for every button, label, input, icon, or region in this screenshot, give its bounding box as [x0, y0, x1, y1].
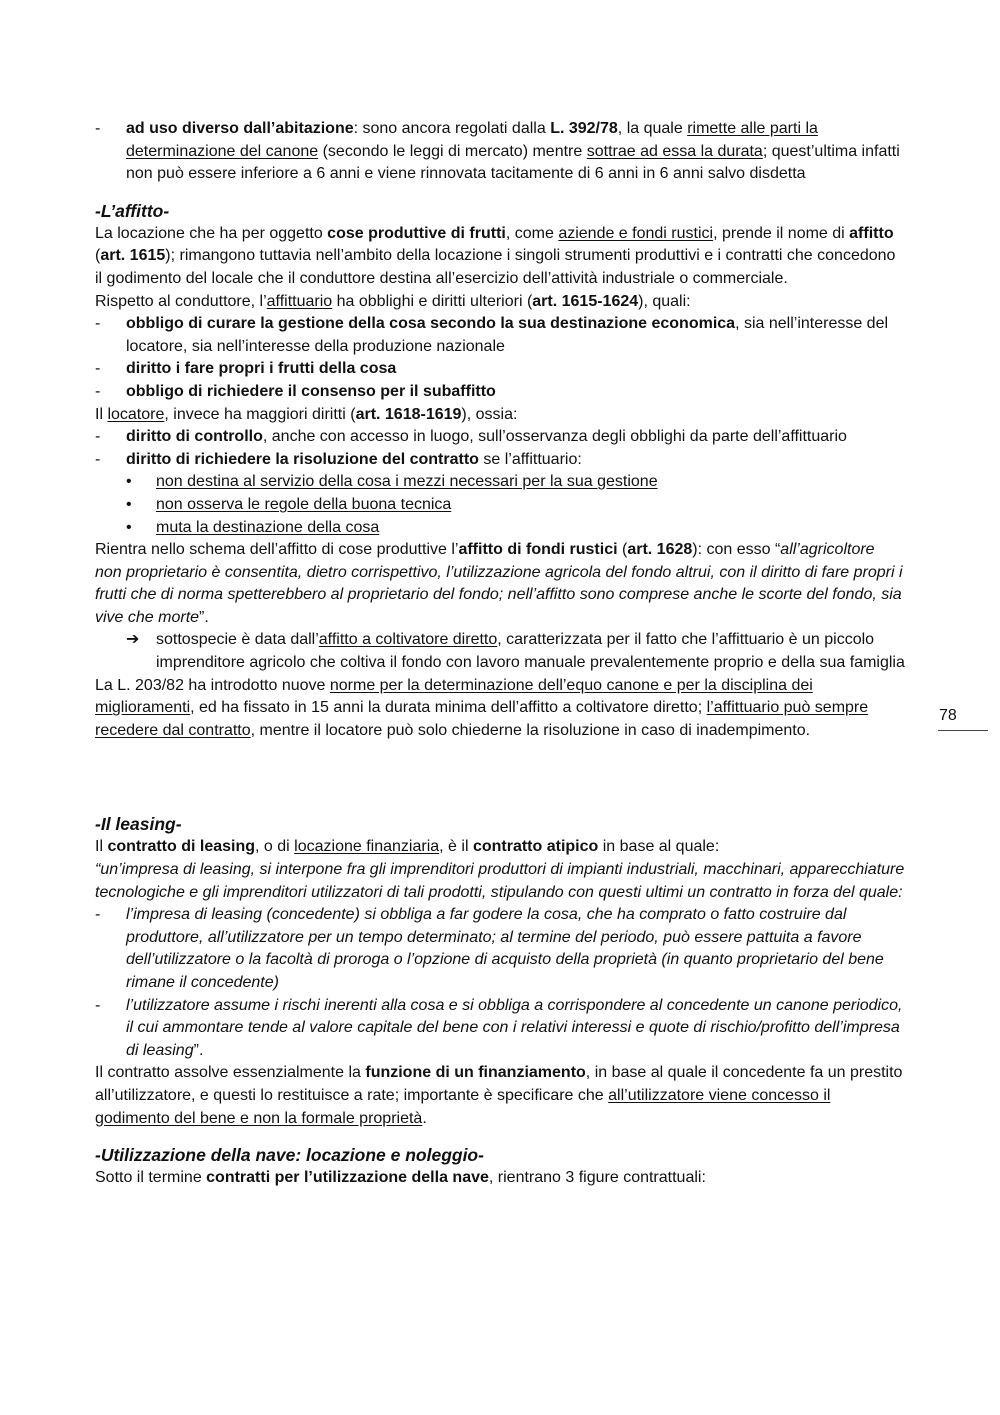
text-run: , anche con accesso in luogo, sull’osservanza degli obblighi da parte dell’affittuario	[262, 428, 847, 446]
text-run: ); rimangono tuttavia nell’ambito della locazione i singoli strumenti produttivi e i contratti che concedono il godimento del locale che il conduttore destina all’esercizio dell’attività industriale o commerciale.	[95, 247, 896, 287]
text-run: ha obblighi e diritti ulteriori (	[332, 292, 533, 310]
article-reference: art. 1618-1619	[355, 405, 462, 423]
list-item-impresa-leasing	[95, 904, 905, 994]
underlined-text: norme per la determinazione dell’equo canone e per la disciplina dei miglioramenti	[95, 676, 813, 717]
bold-text: ad uso diverso dall’abitazione	[126, 120, 354, 137]
dash-marker: -	[95, 996, 101, 1014]
bullet-marker: •	[126, 495, 132, 513]
text-run: sottospecie è data dall’	[156, 631, 319, 649]
text-run: (	[95, 247, 101, 265]
section-heading-nave: -Utilizzazione della nave: locazione e noleggio-	[95, 1145, 484, 1166]
page-number-text: 78	[939, 707, 957, 724]
sub-item-destinazione	[95, 517, 905, 540]
text-run: se l’affittuario:	[478, 450, 582, 468]
dash-marker: -	[95, 120, 101, 137]
bold-text: funzione di un finanziamento	[365, 1064, 586, 1082]
article-reference: art. 1628	[627, 541, 693, 559]
list-item-utilizzatore	[95, 995, 905, 1063]
dash-marker: -	[95, 315, 101, 333]
text-run: Il	[95, 405, 108, 423]
list-item-obbligo-subaffitto	[95, 381, 905, 404]
leasing-quote	[95, 859, 905, 904]
bullet-marker: •	[126, 473, 132, 491]
paragraph-affitto-definizione	[95, 223, 905, 291]
text-run: La L. 203/82 ha introdotto nuove	[95, 676, 330, 694]
text-run: , in base al quale il concedente fa un prestito all’utilizzatore, e questi lo restituisce a rate; importante è specificare che	[95, 1064, 903, 1104]
text-run: ), quali:	[638, 292, 691, 310]
underlined-text: all’utilizzatore viene concesso il godimento del bene e non la formale proprietà	[95, 1086, 831, 1127]
text-run: , è il	[439, 838, 473, 856]
dash-marker: -	[95, 360, 101, 378]
sub-item-regole	[95, 494, 905, 517]
bold-text: affitto	[849, 224, 894, 242]
underlined-text: non destina al servizio della cosa i mezzi necessari per la sua gestione	[156, 473, 658, 491]
list-item-uso-diverso	[95, 118, 905, 186]
arrow-item-coltivatore	[95, 629, 905, 674]
article-reference: art. 1615-1624	[532, 292, 639, 310]
underlined-text: affitto a coltivatore diretto	[318, 631, 498, 649]
list-item-obbligo-gestione	[95, 313, 905, 358]
section-heading-leasing: -Il leasing-	[95, 814, 182, 835]
bold-text: obbligo di richiedere il consenso per il subaffitto	[126, 382, 496, 400]
section-heading-affitto: -L’affitto-	[95, 200, 170, 221]
text-run: , mentre il locatore può solo chiederne la risoluzione in caso di inadempimento.	[250, 721, 811, 739]
text-run: in base al quale:	[598, 838, 720, 856]
bold-text: diritto di richiedere la risoluzione del contratto	[126, 450, 479, 468]
document-body	[95, 118, 905, 1190]
paragraph-locatore	[95, 404, 905, 427]
text-run: , come	[505, 224, 559, 242]
sub-item-mezzi	[95, 471, 905, 494]
list-item-diritto-risoluzione	[95, 449, 905, 472]
paragraph-fondi-rustici	[95, 539, 905, 629]
underlined-text: locatore	[107, 405, 165, 423]
text-run: , rientrano 3 figure contrattuali:	[488, 1169, 706, 1187]
dash-marker: -	[95, 906, 101, 924]
article-reference: art. 1615	[100, 247, 166, 265]
arrow-icon: ➔	[126, 631, 140, 649]
bold-text: affitto di fondi rustici	[458, 541, 618, 559]
text-run: .	[422, 1109, 427, 1127]
list-item-diritto-frutti	[95, 358, 905, 381]
text-run: , caratterizzata per il fatto che l’affittuario è un piccolo imprenditore agricolo che coltiva il fondo con lavoro manuale prevalentemente proprio e della sua famiglia	[156, 631, 905, 672]
paragraph-leasing-definizione	[95, 836, 905, 859]
text-run: : sono ancora regolati dalla	[353, 120, 551, 137]
paragraph-affittuario	[95, 291, 905, 314]
text-run: , invece ha maggiori diritti (	[164, 405, 356, 423]
text-run: (secondo le leggi di mercato) mentre	[318, 142, 587, 160]
text-run: , prende il nome di	[713, 224, 850, 242]
underlined-text: sottrae ad essa la durata	[586, 142, 763, 160]
underlined-text: rimette alle parti la determinazione del canone	[126, 120, 818, 160]
bold-text: diritto di controllo	[126, 428, 263, 446]
bold-text: cose produttive di frutti	[327, 224, 506, 242]
dash-marker: -	[95, 382, 101, 400]
text-run: ), ossia:	[461, 405, 518, 423]
underlined-text: locazione finanziaria	[294, 838, 440, 856]
italic-quote: l’utilizzatore assume i rischi inerenti alla cosa e si obbliga a corrispondere al concedente un canone periodico, il cui ammontare tende al valore capitale del bene con i relativi interessi e quote di rischio/profitto dell’impresa di leasing	[126, 996, 903, 1059]
text-run: ”.	[199, 608, 209, 626]
text-run: Il contratto assolve essenzialmente la	[95, 1064, 366, 1082]
text-run: Rispetto al conduttore, l’	[95, 292, 267, 310]
bullet-marker: •	[126, 518, 132, 536]
dash-marker: -	[95, 450, 101, 468]
text-run: ): con esso “	[692, 541, 781, 559]
bold-text: contratto atipico	[472, 838, 599, 856]
text-run: ”.	[193, 1041, 204, 1059]
text-run: ; quest’ultima infatti non può essere inferiore a 6 anni e viene rinnovata tacitamente di 6 anni in 6 anni salvo disdetta	[126, 142, 900, 183]
italic-quote: l’impresa di leasing (concedente) si obbliga a far godere la cosa, che ha comprato o fatto costruire dal produttore, all’utilizzatore per un tempo determinato; al termine del periodo, può essere pattuita a favore dell’utilizzatore o la facoltà di proroga o l’opzione di acquisto della proprietà (in quanto proprietario del bene rimane il concedente)	[126, 906, 884, 991]
text-run: Sotto il termine	[95, 1169, 207, 1187]
underlined-text: muta la destinazione della cosa	[156, 518, 380, 536]
text-run: , ed ha fissato in 15 anni la durata minima dell’affitto a coltivatore diretto;	[190, 699, 707, 717]
underlined-text: l’affittuario può sempre recedere dal contratto	[95, 699, 869, 739]
bold-text: obbligo di curare la gestione della cosa secondo la sua destinazione economica	[126, 315, 736, 333]
text-run: , o di	[255, 838, 295, 856]
paragraph-funzione-finanziamento	[95, 1062, 905, 1130]
text-run: Il	[95, 838, 108, 856]
text-run: Rientra nello schema dell’affitto di cose produttive l’	[95, 541, 459, 559]
paragraph-legge-203	[95, 675, 905, 743]
underlined-text: non osserva le regole della buona tecnica	[156, 495, 452, 513]
list-item-diritto-controllo	[95, 426, 905, 449]
text-run: La locazione che ha per oggetto	[95, 224, 328, 242]
bold-text: diritto i fare propri i frutti della cosa	[126, 360, 397, 378]
underlined-text: aziende e fondi rustici	[558, 224, 714, 242]
page-number	[938, 705, 988, 731]
bold-text: contratti per l’utilizzazione della nave	[206, 1169, 489, 1187]
underlined-text: affittuario	[266, 292, 333, 310]
italic-quote: all’agricoltore non proprietario è consentita, dietro corrispettivo, l’utilizzazione agricola del fondo altrui, con il diritto di fare propri i frutti che di norma spetterebbero al proprietario del fondo; nell’affitto sono comprese anche le scorte del fondo, sia vive che morte	[95, 541, 903, 626]
text-run: , la quale	[617, 120, 688, 137]
law-reference: L. 392/78	[550, 120, 618, 137]
italic-quote: “un’impresa di leasing, si interpone fra gli imprenditori produttori di impianti industriali, macchinari, apparecchiature tecnologiche e gli imprenditori utilizzatori di tali prodotti, stipulando con questi ultimi un contratto in forza del quale:	[95, 861, 905, 901]
text-run: , sia nell’interesse del locatore, sia nell’interesse della produzione nazionale	[126, 315, 889, 355]
text-run: (	[617, 541, 628, 559]
bold-text: contratto di leasing	[107, 838, 256, 856]
dash-marker: -	[95, 428, 101, 446]
paragraph-contratti-nave	[95, 1167, 905, 1190]
